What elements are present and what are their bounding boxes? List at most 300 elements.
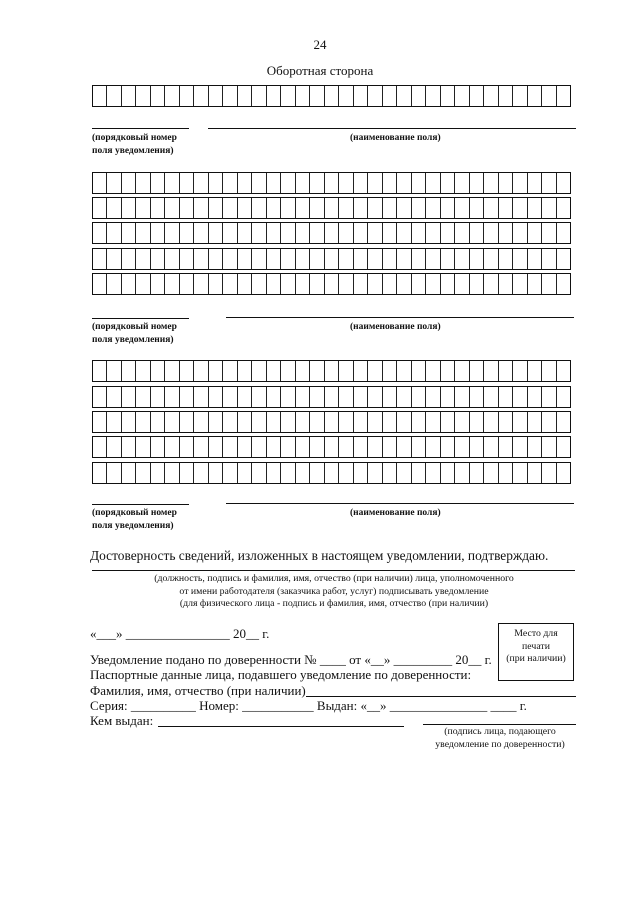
character-cell[interactable] bbox=[455, 463, 469, 483]
character-cell[interactable] bbox=[470, 412, 484, 432]
character-cell[interactable] bbox=[412, 412, 426, 432]
character-cell[interactable] bbox=[383, 274, 397, 294]
character-cell[interactable] bbox=[165, 274, 179, 294]
character-cell[interactable] bbox=[470, 223, 484, 243]
character-cell[interactable] bbox=[397, 274, 411, 294]
character-cell[interactable] bbox=[354, 437, 368, 457]
character-cell[interactable] bbox=[542, 387, 556, 407]
character-cell[interactable] bbox=[412, 198, 426, 218]
character-cell[interactable] bbox=[238, 223, 252, 243]
character-cell[interactable] bbox=[194, 387, 208, 407]
character-cell[interactable] bbox=[542, 463, 556, 483]
character-cell[interactable] bbox=[165, 361, 179, 381]
character-cell[interactable] bbox=[484, 361, 498, 381]
character-cell[interactable] bbox=[310, 387, 324, 407]
character-cell[interactable] bbox=[383, 198, 397, 218]
character-cell[interactable] bbox=[368, 173, 382, 193]
character-cell[interactable] bbox=[339, 274, 353, 294]
character-cell[interactable] bbox=[209, 463, 223, 483]
character-cell[interactable] bbox=[281, 437, 295, 457]
character-cell[interactable] bbox=[165, 437, 179, 457]
character-cell[interactable] bbox=[267, 249, 281, 269]
character-cell[interactable] bbox=[165, 173, 179, 193]
character-cell[interactable] bbox=[209, 198, 223, 218]
character-cell[interactable] bbox=[165, 463, 179, 483]
character-cell[interactable] bbox=[267, 361, 281, 381]
character-cell[interactable] bbox=[136, 463, 150, 483]
character-cell[interactable] bbox=[368, 412, 382, 432]
character-cell[interactable] bbox=[325, 463, 339, 483]
character-cell[interactable] bbox=[238, 274, 252, 294]
character-cell[interactable] bbox=[441, 437, 455, 457]
character-cell[interactable] bbox=[325, 412, 339, 432]
character-cell[interactable] bbox=[238, 361, 252, 381]
character-cell[interactable] bbox=[339, 361, 353, 381]
character-cell[interactable] bbox=[354, 173, 368, 193]
character-cell[interactable] bbox=[267, 223, 281, 243]
character-cell[interactable] bbox=[136, 223, 150, 243]
character-cell[interactable] bbox=[209, 86, 223, 106]
character-cell[interactable] bbox=[223, 463, 237, 483]
character-cell[interactable] bbox=[542, 361, 556, 381]
character-cell[interactable] bbox=[383, 223, 397, 243]
character-cell[interactable] bbox=[455, 361, 469, 381]
character-cell[interactable] bbox=[122, 274, 136, 294]
character-cell[interactable] bbox=[499, 249, 513, 269]
character-cell[interactable] bbox=[470, 173, 484, 193]
character-cell[interactable] bbox=[368, 249, 382, 269]
character-cell[interactable] bbox=[368, 361, 382, 381]
character-cell[interactable] bbox=[296, 361, 310, 381]
proxy-submission-line[interactable]: Уведомление подано по доверенности № ____ от «__» _________ 20__ г. bbox=[90, 652, 492, 667]
character-cell[interactable] bbox=[107, 412, 121, 432]
character-cell[interactable] bbox=[484, 387, 498, 407]
character-cell[interactable] bbox=[339, 437, 353, 457]
character-cell[interactable] bbox=[209, 274, 223, 294]
character-cell[interactable] bbox=[325, 361, 339, 381]
character-cell[interactable] bbox=[455, 198, 469, 218]
character-cell[interactable] bbox=[281, 274, 295, 294]
character-cell[interactable] bbox=[499, 86, 513, 106]
character-cell[interactable] bbox=[383, 437, 397, 457]
character-cell[interactable] bbox=[412, 173, 426, 193]
character-cell[interactable] bbox=[194, 198, 208, 218]
character-cell[interactable] bbox=[412, 437, 426, 457]
date-field[interactable]: «___» ________________ 20__ г. bbox=[90, 626, 270, 641]
character-cell[interactable] bbox=[310, 173, 324, 193]
character-cell[interactable] bbox=[107, 361, 121, 381]
character-cell[interactable] bbox=[513, 387, 527, 407]
character-cell[interactable] bbox=[209, 361, 223, 381]
character-cell[interactable] bbox=[281, 361, 295, 381]
character-cell[interactable] bbox=[209, 412, 223, 432]
character-cell[interactable] bbox=[180, 86, 194, 106]
character-cell[interactable] bbox=[397, 249, 411, 269]
character-cell[interactable] bbox=[557, 249, 570, 269]
character-cell[interactable] bbox=[165, 198, 179, 218]
character-cell[interactable] bbox=[151, 86, 165, 106]
character-cell[interactable] bbox=[557, 437, 570, 457]
issued-by-input-line[interactable] bbox=[158, 726, 404, 727]
character-cell[interactable] bbox=[136, 361, 150, 381]
character-cell[interactable] bbox=[397, 361, 411, 381]
character-cell[interactable] bbox=[426, 198, 440, 218]
character-cell[interactable] bbox=[528, 173, 542, 193]
character-cell[interactable] bbox=[557, 387, 570, 407]
character-cell[interactable] bbox=[194, 361, 208, 381]
character-cell[interactable] bbox=[93, 361, 107, 381]
character-cell[interactable] bbox=[93, 198, 107, 218]
character-cell[interactable] bbox=[557, 463, 570, 483]
character-cell[interactable] bbox=[252, 274, 266, 294]
character-cell[interactable] bbox=[542, 198, 556, 218]
character-cell[interactable] bbox=[165, 387, 179, 407]
character-cell[interactable] bbox=[412, 274, 426, 294]
character-cell[interactable] bbox=[194, 223, 208, 243]
character-cell[interactable] bbox=[267, 412, 281, 432]
character-cell[interactable] bbox=[368, 437, 382, 457]
character-cell[interactable] bbox=[93, 437, 107, 457]
character-cell[interactable] bbox=[513, 437, 527, 457]
character-cell[interactable] bbox=[499, 223, 513, 243]
character-cell[interactable] bbox=[122, 173, 136, 193]
character-cell[interactable] bbox=[93, 274, 107, 294]
character-cell[interactable] bbox=[136, 198, 150, 218]
character-cell[interactable] bbox=[484, 198, 498, 218]
character-cell[interactable] bbox=[151, 223, 165, 243]
character-cell[interactable] bbox=[107, 437, 121, 457]
character-cell[interactable] bbox=[310, 223, 324, 243]
character-cell[interactable] bbox=[470, 198, 484, 218]
character-cell[interactable] bbox=[165, 249, 179, 269]
character-cell[interactable] bbox=[528, 463, 542, 483]
character-cell[interactable] bbox=[180, 223, 194, 243]
character-cell[interactable] bbox=[223, 198, 237, 218]
character-cell[interactable] bbox=[470, 361, 484, 381]
character-cell[interactable] bbox=[325, 198, 339, 218]
character-cell[interactable] bbox=[528, 361, 542, 381]
character-cell[interactable] bbox=[368, 86, 382, 106]
character-cell[interactable] bbox=[339, 249, 353, 269]
character-cell[interactable] bbox=[499, 274, 513, 294]
character-cell[interactable] bbox=[397, 173, 411, 193]
character-cell[interactable] bbox=[397, 86, 411, 106]
character-cell[interactable] bbox=[470, 387, 484, 407]
character-cell[interactable] bbox=[397, 437, 411, 457]
character-cell[interactable] bbox=[180, 387, 194, 407]
character-cell[interactable] bbox=[267, 387, 281, 407]
character-cell[interactable] bbox=[557, 86, 570, 106]
character-cell[interactable] bbox=[499, 387, 513, 407]
character-cell[interactable] bbox=[209, 437, 223, 457]
character-cell[interactable] bbox=[151, 412, 165, 432]
character-cell[interactable] bbox=[426, 463, 440, 483]
character-cell[interactable] bbox=[151, 249, 165, 269]
character-cell[interactable] bbox=[368, 387, 382, 407]
character-cell[interactable] bbox=[542, 86, 556, 106]
character-cell[interactable] bbox=[281, 249, 295, 269]
character-cell[interactable] bbox=[252, 387, 266, 407]
character-cell[interactable] bbox=[310, 463, 324, 483]
character-cell[interactable] bbox=[325, 173, 339, 193]
character-cell[interactable] bbox=[354, 198, 368, 218]
character-cell[interactable] bbox=[441, 223, 455, 243]
character-cell[interactable] bbox=[165, 412, 179, 432]
character-cell[interactable] bbox=[281, 223, 295, 243]
character-cell[interactable] bbox=[441, 86, 455, 106]
character-cell[interactable] bbox=[107, 173, 121, 193]
character-cell[interactable] bbox=[542, 437, 556, 457]
character-cell[interactable] bbox=[296, 223, 310, 243]
character-cell[interactable] bbox=[151, 198, 165, 218]
character-cell[interactable] bbox=[397, 463, 411, 483]
character-cell[interactable] bbox=[499, 173, 513, 193]
character-cell[interactable] bbox=[93, 86, 107, 106]
character-cell[interactable] bbox=[238, 86, 252, 106]
character-cell[interactable] bbox=[122, 412, 136, 432]
character-cell[interactable] bbox=[281, 173, 295, 193]
character-cell[interactable] bbox=[528, 86, 542, 106]
character-cell[interactable] bbox=[281, 86, 295, 106]
character-cell[interactable] bbox=[136, 173, 150, 193]
character-cell[interactable] bbox=[151, 437, 165, 457]
character-cell[interactable] bbox=[180, 198, 194, 218]
character-cell[interactable] bbox=[281, 412, 295, 432]
character-cell[interactable] bbox=[455, 249, 469, 269]
character-cell[interactable] bbox=[484, 86, 498, 106]
character-cell[interactable] bbox=[122, 437, 136, 457]
character-cell[interactable] bbox=[281, 463, 295, 483]
character-cell[interactable] bbox=[412, 463, 426, 483]
character-cell[interactable] bbox=[441, 274, 455, 294]
character-cell[interactable] bbox=[223, 437, 237, 457]
character-cell[interactable] bbox=[426, 249, 440, 269]
character-cell[interactable] bbox=[310, 412, 324, 432]
character-cell[interactable] bbox=[223, 387, 237, 407]
character-cell[interactable] bbox=[209, 249, 223, 269]
character-cell[interactable] bbox=[296, 387, 310, 407]
character-cell[interactable] bbox=[252, 437, 266, 457]
passport-series-line[interactable]: Серия: __________ Номер: ___________ Выдан: «__» _______________ ____ г. bbox=[90, 698, 527, 713]
character-cell[interactable] bbox=[296, 463, 310, 483]
character-cell[interactable] bbox=[296, 198, 310, 218]
character-cell[interactable] bbox=[368, 463, 382, 483]
character-cell[interactable] bbox=[252, 223, 266, 243]
character-cell[interactable] bbox=[122, 387, 136, 407]
character-cell[interactable] bbox=[223, 361, 237, 381]
character-cell[interactable] bbox=[252, 412, 266, 432]
character-cell[interactable] bbox=[267, 437, 281, 457]
character-cell[interactable] bbox=[383, 463, 397, 483]
character-cell[interactable] bbox=[107, 198, 121, 218]
character-cell[interactable] bbox=[223, 274, 237, 294]
character-cell[interactable] bbox=[223, 249, 237, 269]
character-cell[interactable] bbox=[325, 249, 339, 269]
character-cell[interactable] bbox=[93, 223, 107, 243]
character-cell[interactable] bbox=[513, 412, 527, 432]
character-cell[interactable] bbox=[310, 361, 324, 381]
character-cell[interactable] bbox=[499, 361, 513, 381]
character-cell[interactable] bbox=[223, 86, 237, 106]
character-cell[interactable] bbox=[528, 437, 542, 457]
character-cell[interactable] bbox=[557, 223, 570, 243]
character-cell[interactable] bbox=[383, 361, 397, 381]
character-cell[interactable] bbox=[93, 463, 107, 483]
character-cell[interactable] bbox=[238, 173, 252, 193]
character-cell[interactable] bbox=[325, 387, 339, 407]
character-cell[interactable] bbox=[165, 86, 179, 106]
character-cell[interactable] bbox=[339, 198, 353, 218]
character-cell[interactable] bbox=[383, 249, 397, 269]
character-cell[interactable] bbox=[412, 361, 426, 381]
character-cell[interactable] bbox=[93, 249, 107, 269]
character-cell[interactable] bbox=[136, 274, 150, 294]
character-cell[interactable] bbox=[209, 223, 223, 243]
character-cell[interactable] bbox=[513, 198, 527, 218]
character-cell[interactable] bbox=[267, 198, 281, 218]
character-cell[interactable] bbox=[194, 86, 208, 106]
character-cell[interactable] bbox=[136, 86, 150, 106]
character-cell[interactable] bbox=[441, 463, 455, 483]
character-cell[interactable] bbox=[310, 249, 324, 269]
character-cell[interactable] bbox=[122, 249, 136, 269]
character-cell[interactable] bbox=[354, 361, 368, 381]
character-cell[interactable] bbox=[252, 463, 266, 483]
character-cell[interactable] bbox=[339, 463, 353, 483]
character-cell[interactable] bbox=[281, 387, 295, 407]
character-cell[interactable] bbox=[455, 387, 469, 407]
character-cell[interactable] bbox=[267, 173, 281, 193]
character-cell[interactable] bbox=[528, 198, 542, 218]
character-cell[interactable] bbox=[107, 387, 121, 407]
character-cell[interactable] bbox=[107, 86, 121, 106]
character-cell[interactable] bbox=[542, 223, 556, 243]
character-cell[interactable] bbox=[107, 249, 121, 269]
character-cell[interactable] bbox=[412, 249, 426, 269]
character-cell[interactable] bbox=[194, 437, 208, 457]
character-cell[interactable] bbox=[455, 412, 469, 432]
character-cell[interactable] bbox=[426, 86, 440, 106]
character-cell[interactable] bbox=[122, 86, 136, 106]
character-cell[interactable] bbox=[426, 361, 440, 381]
character-cell[interactable] bbox=[151, 463, 165, 483]
character-cell[interactable] bbox=[513, 223, 527, 243]
character-cell[interactable] bbox=[339, 412, 353, 432]
character-cell[interactable] bbox=[412, 387, 426, 407]
character-cell[interactable] bbox=[441, 387, 455, 407]
character-cell[interactable] bbox=[180, 249, 194, 269]
character-cell[interactable] bbox=[194, 463, 208, 483]
character-cell[interactable] bbox=[194, 249, 208, 269]
character-cell[interactable] bbox=[107, 274, 121, 294]
character-cell[interactable] bbox=[528, 387, 542, 407]
character-cell[interactable] bbox=[528, 274, 542, 294]
character-cell[interactable] bbox=[296, 249, 310, 269]
character-cell[interactable] bbox=[267, 86, 281, 106]
character-cell[interactable] bbox=[296, 86, 310, 106]
character-cell[interactable] bbox=[136, 437, 150, 457]
character-cell[interactable] bbox=[296, 437, 310, 457]
character-cell[interactable] bbox=[354, 249, 368, 269]
character-cell[interactable] bbox=[151, 387, 165, 407]
character-cell[interactable] bbox=[557, 173, 570, 193]
character-cell[interactable] bbox=[325, 86, 339, 106]
character-cell[interactable] bbox=[252, 86, 266, 106]
character-cell[interactable] bbox=[296, 274, 310, 294]
character-cell[interactable] bbox=[368, 274, 382, 294]
character-cell[interactable] bbox=[383, 86, 397, 106]
character-cell[interactable] bbox=[122, 463, 136, 483]
character-cell[interactable] bbox=[499, 198, 513, 218]
character-cell[interactable] bbox=[180, 173, 194, 193]
character-cell[interactable] bbox=[238, 412, 252, 432]
character-cell[interactable] bbox=[426, 274, 440, 294]
character-cell[interactable] bbox=[296, 412, 310, 432]
character-cell[interactable] bbox=[180, 361, 194, 381]
character-cell[interactable] bbox=[528, 412, 542, 432]
character-cell[interactable] bbox=[513, 361, 527, 381]
character-cell[interactable] bbox=[528, 249, 542, 269]
character-cell[interactable] bbox=[194, 412, 208, 432]
character-cell[interactable] bbox=[455, 173, 469, 193]
character-cell[interactable] bbox=[470, 249, 484, 269]
character-cell[interactable] bbox=[470, 86, 484, 106]
character-cell[interactable] bbox=[557, 198, 570, 218]
character-cell[interactable] bbox=[397, 223, 411, 243]
signature-line[interactable] bbox=[92, 570, 575, 571]
character-cell[interactable] bbox=[180, 412, 194, 432]
character-cell[interactable] bbox=[557, 274, 570, 294]
character-cell[interactable] bbox=[354, 412, 368, 432]
character-cell[interactable] bbox=[513, 274, 527, 294]
character-cell[interactable] bbox=[296, 173, 310, 193]
character-cell[interactable] bbox=[542, 249, 556, 269]
character-cell[interactable] bbox=[267, 463, 281, 483]
character-cell[interactable] bbox=[151, 173, 165, 193]
character-cell[interactable] bbox=[426, 437, 440, 457]
character-cell[interactable] bbox=[557, 361, 570, 381]
character-cell[interactable] bbox=[252, 198, 266, 218]
character-cell[interactable] bbox=[180, 274, 194, 294]
character-cell[interactable] bbox=[310, 198, 324, 218]
character-cell[interactable] bbox=[542, 412, 556, 432]
character-cell[interactable] bbox=[122, 198, 136, 218]
character-cell[interactable] bbox=[151, 361, 165, 381]
character-cell[interactable] bbox=[194, 274, 208, 294]
character-cell[interactable] bbox=[383, 387, 397, 407]
character-cell[interactable] bbox=[122, 361, 136, 381]
character-cell[interactable] bbox=[441, 361, 455, 381]
character-cell[interactable] bbox=[484, 223, 498, 243]
character-cell[interactable] bbox=[513, 463, 527, 483]
character-cell[interactable] bbox=[339, 86, 353, 106]
character-cell[interactable] bbox=[325, 274, 339, 294]
character-cell[interactable] bbox=[383, 412, 397, 432]
character-cell[interactable] bbox=[368, 223, 382, 243]
character-cell[interactable] bbox=[441, 412, 455, 432]
character-cell[interactable] bbox=[310, 274, 324, 294]
character-cell[interactable] bbox=[441, 198, 455, 218]
character-cell[interactable] bbox=[238, 437, 252, 457]
character-cell[interactable] bbox=[238, 198, 252, 218]
character-cell[interactable] bbox=[310, 437, 324, 457]
character-cell[interactable] bbox=[93, 387, 107, 407]
character-cell[interactable] bbox=[151, 274, 165, 294]
character-cell[interactable] bbox=[455, 86, 469, 106]
character-cell[interactable] bbox=[426, 412, 440, 432]
character-cell[interactable] bbox=[470, 463, 484, 483]
character-cell[interactable] bbox=[426, 387, 440, 407]
